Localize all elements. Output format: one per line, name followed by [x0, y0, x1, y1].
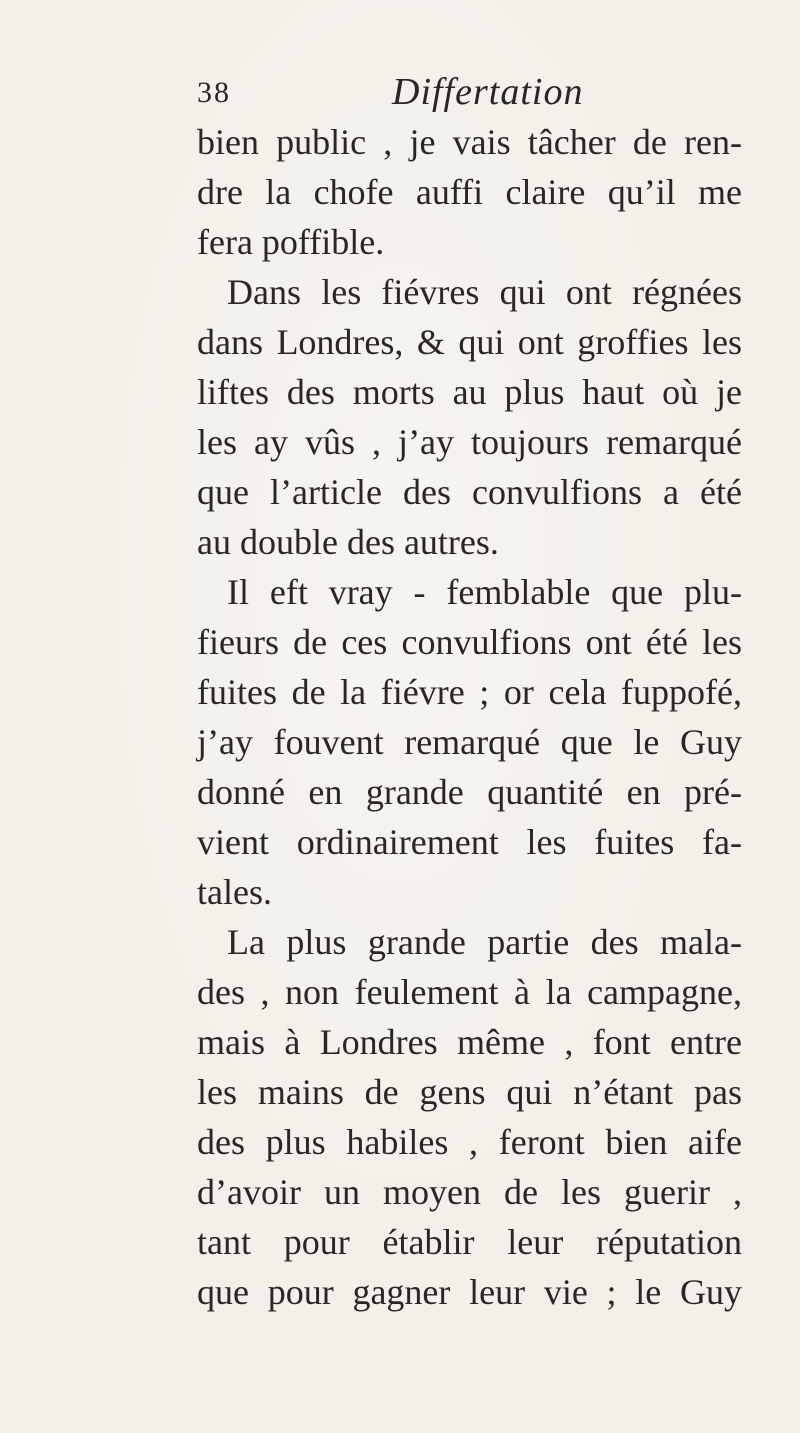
text-line: que l’article des convulfions a été [197, 472, 742, 512]
running-title: Differtation [392, 71, 584, 113]
text-line: j’ay fouvent remarqué que le Guy [197, 722, 742, 762]
text-line: des plus habiles , feront bien aife [197, 1122, 742, 1162]
text-line: dans Londres, & qui ont groffies les [197, 322, 742, 362]
text-line: d’avoir un moyen de les guerir , [197, 1172, 742, 1212]
text-line: tant pour établir leur réputation [197, 1222, 742, 1262]
text-line: fuites de la fiévre ; or cela fuppofé, [197, 672, 742, 712]
text-line: fieurs de ces convulfions ont été les [197, 622, 742, 662]
text-line: donné en grande quantité en pré- [197, 772, 742, 812]
text-line: au double des autres. [197, 522, 499, 562]
page-header [0, 72, 800, 112]
paragraph-start-line: Il eft vray - femblable que plu- [227, 572, 742, 612]
text-line: les mains de gens qui n’étant pas [197, 1072, 742, 1112]
text-line: mais à Londres même , font entre [197, 1022, 742, 1062]
text-line: fera poffible. [197, 222, 385, 262]
text-line: tales. [197, 872, 272, 912]
paragraph-start-line: Dans les fiévres qui ont régnées [227, 272, 742, 312]
text-line: bien public , je vais tâcher de ren- [197, 122, 742, 162]
page-number: 38 [197, 76, 231, 109]
text-line: les ay vûs , j’ay toujours remarqué [197, 422, 742, 462]
text-line: que pour gagner leur vie ; le Guy [197, 1272, 742, 1312]
text-line: vient ordinairement les fuites fa- [197, 822, 742, 862]
text-line: liftes des morts au plus haut où je [197, 372, 742, 412]
text-line: dre la chofe auffi claire qu’il me [197, 172, 742, 212]
paragraph-start-line: La plus grande partie des mala- [227, 922, 742, 962]
text-line: des , non feulement à la campagne, [197, 972, 742, 1012]
